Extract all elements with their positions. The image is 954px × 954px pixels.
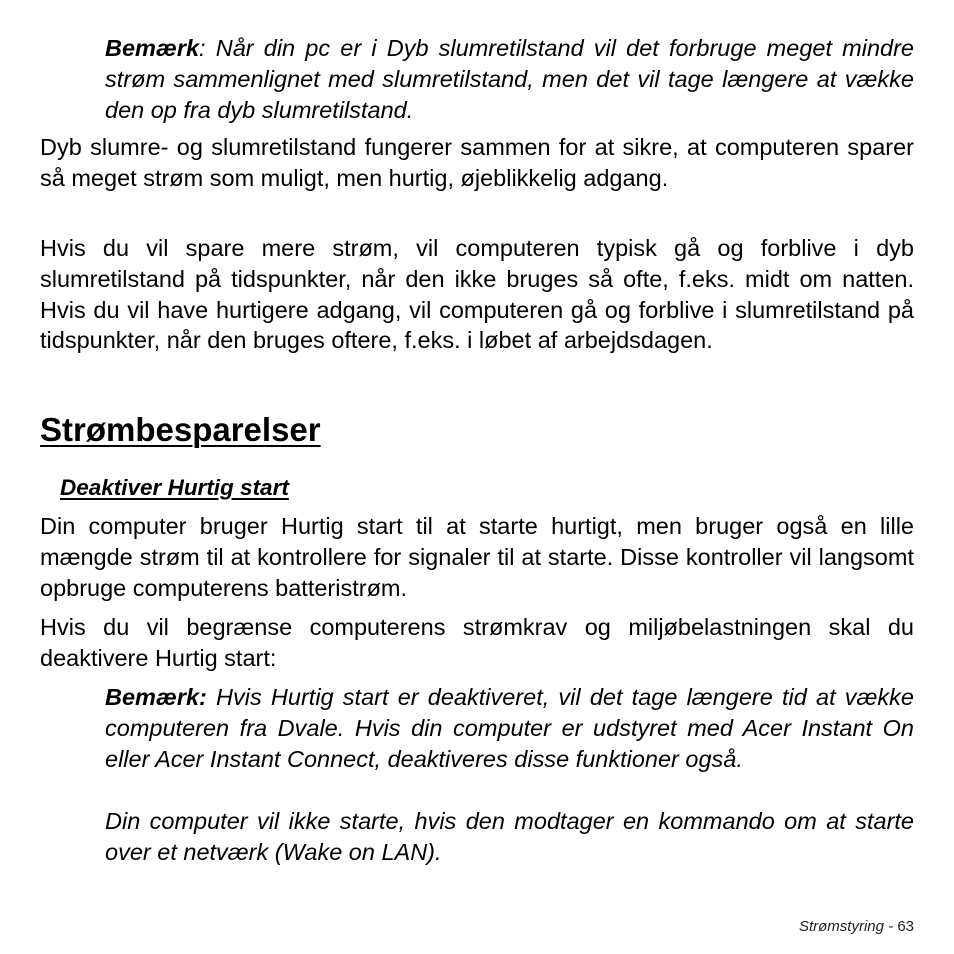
note-deep-sleep [105, 33, 914, 125]
note-text: : Når din pc er i Dyb slumretilstand vil det forbruge meget mindre strøm sammenlignet med slumretilstand, men det vil tage længere at vække den op fra dyb slumretilstand. [105, 35, 914, 123]
paragraph-disable-fast-start: Hvis du vil begrænse computerens strømkrav og miljøbelastningen skal du deaktivere Hurtig start: [40, 614, 914, 671]
note-fast-start [105, 682, 914, 774]
note-label: Bemærk: [105, 684, 207, 710]
section-heading: Strømbesparelser [40, 411, 321, 448]
paragraph-save-power: Hvis du vil spare mere strøm, vil computeren typisk gå og forblive i dyb slumretilstand på tidspunkter, når den ikke bruges så ofte, f.eks. midt om natten. Hvis du vil have hurtigere adgang, vil computeren gå og forblive i slumretilstand på tidspunkter, når den bruges oftere, f.eks. i løbet af arbejdsdagen. [40, 235, 914, 354]
subheading-fast-start: Deaktiver Hurtig start [60, 475, 289, 500]
note-label: Bemærk [105, 35, 200, 61]
footer-section-name: Strømstyring - [798, 918, 894, 935]
paragraph-fast-start: Din computer bruger Hurtig start til at starte hurtigt, men bruger også en lille mængde strøm til at kontrollere for signaler til at starte. Disse kontroller vil langsomt opbruge computerens batteristrøm. [40, 513, 914, 601]
page-number: 63 [897, 918, 914, 935]
note-wake-on-lan: Din computer vil ikke starte, hvis den modtager en kommando om at starte over et netværk (Wake on LAN). [105, 808, 914, 865]
note-text: Hvis Hurtig start er deaktiveret, vil det tage længere tid at vække computeren fra Dvale. Hvis din computer er udstyret med Acer Instant On eller Acer Instant Connect, deaktiveres disse funktioner også. [105, 684, 914, 772]
page-footer [799, 917, 914, 937]
paragraph-sleep-modes: Dyb slumre- og slumretilstand fungerer sammen for at sikre, at computeren sparer så meget strøm som muligt, men hurtig, øjeblikkelig adgang. [40, 134, 914, 191]
